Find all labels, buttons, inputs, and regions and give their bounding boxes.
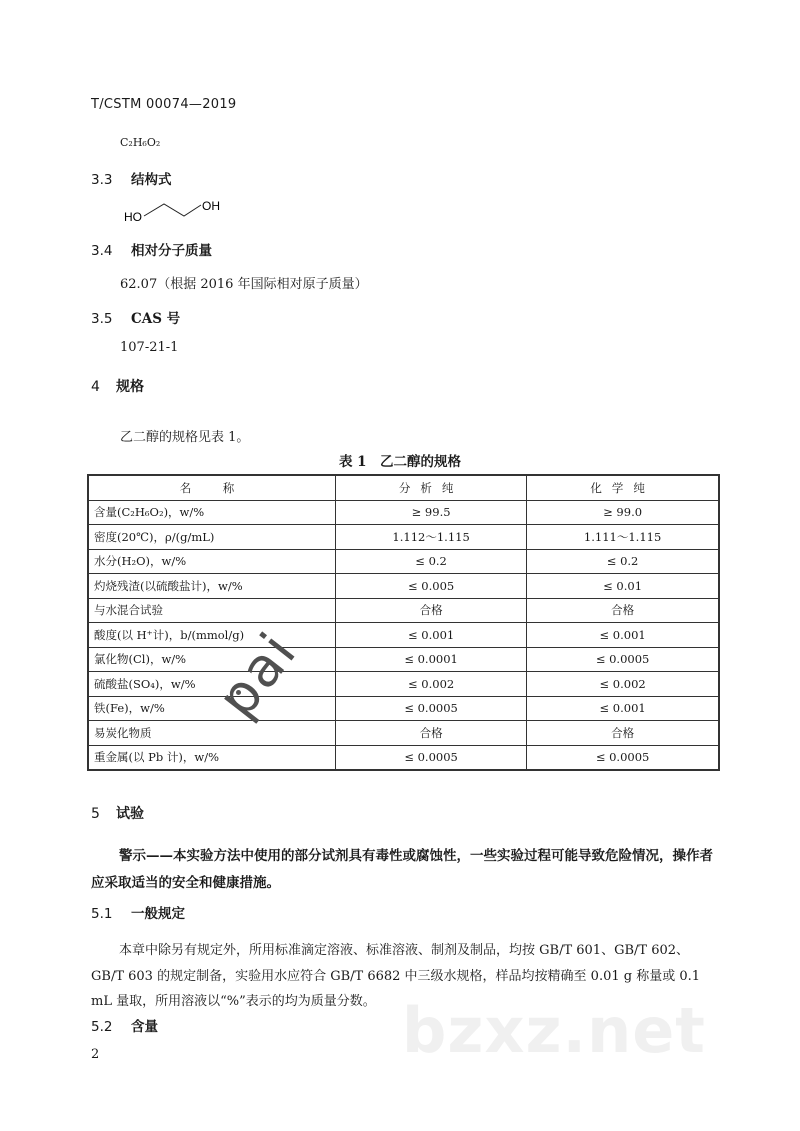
item-name: 密度(20℃)，ρ/(g/mL) xyxy=(88,525,336,550)
chapter-number: 4 xyxy=(91,379,100,395)
table-row xyxy=(88,672,719,697)
analytical-value: ≤ 0.005 xyxy=(336,574,527,599)
table-row xyxy=(88,647,719,672)
section-5-1-heading xyxy=(91,902,185,922)
chemical-value: 合格 xyxy=(527,598,719,623)
header-analytical: 分析纯 xyxy=(336,475,527,500)
section-3-3-heading xyxy=(91,168,172,188)
item-name: 易炭化物质 xyxy=(88,721,336,746)
item-name: 酸度(以 H⁺计)，b/(mmol/g) xyxy=(88,623,336,648)
item-name: 铁(Fe)，w/% xyxy=(88,696,336,721)
ho-label: HO xyxy=(124,210,142,224)
item-name: 硫酸盐(SO₄)，w/% xyxy=(88,672,336,697)
chemical-value: ≤ 0.001 xyxy=(527,623,719,648)
chapter-number: 5 xyxy=(91,806,100,822)
document-id: T/CSTM 00074—2019 xyxy=(91,97,237,112)
item-name: 与水混合试验 xyxy=(88,598,336,623)
item-name: 含量(C₂H₆O₂)，w/% xyxy=(88,500,336,525)
table-row xyxy=(88,549,719,574)
item-name: 氯化物(Cl)，w/% xyxy=(88,647,336,672)
item-name: 水分(H₂O)，w/% xyxy=(88,549,336,574)
section-title: 一般规定 xyxy=(131,906,185,922)
analytical-value: ≥ 99.5 xyxy=(336,500,527,525)
analytical-value: ≤ 0.0001 xyxy=(336,647,527,672)
table-row xyxy=(88,598,719,623)
structural-formula-diagram xyxy=(122,196,222,224)
cas-number-text: 107-21-1 xyxy=(120,340,179,355)
analytical-value: 合格 xyxy=(336,598,527,623)
chemical-value: ≤ 0.001 xyxy=(527,696,719,721)
table-row xyxy=(88,525,719,550)
chemical-value: ≤ 0.002 xyxy=(527,672,719,697)
table-row xyxy=(88,696,719,721)
watermark-text: pai xyxy=(205,620,310,729)
section-number: 3.4 xyxy=(91,243,113,259)
table-header-row xyxy=(88,475,719,500)
analytical-value: ≤ 0.2 xyxy=(336,549,527,574)
chapter-5-heading xyxy=(91,803,144,823)
table-row xyxy=(88,574,719,599)
table-title: 表 1 乙二醇的规格 xyxy=(338,454,462,470)
chapter-title: 规格 xyxy=(116,379,144,395)
table-row xyxy=(88,721,719,746)
section-3-4-heading xyxy=(91,239,212,259)
chemical-value: 1.111～1.115 xyxy=(527,525,719,550)
table-row xyxy=(88,623,719,648)
chapter-4-heading xyxy=(91,376,144,396)
item-name: 重金属(以 Pb 计)，w/% xyxy=(88,745,336,770)
section-number: 3.3 xyxy=(91,172,113,188)
analytical-value: 1.112～1.115 xyxy=(336,525,527,550)
analytical-value: ≤ 0.0005 xyxy=(336,696,527,721)
site-watermark: bzxz.net xyxy=(402,994,706,1067)
analytical-value: ≤ 0.002 xyxy=(336,672,527,697)
chemical-value: 合格 xyxy=(527,721,719,746)
header-name: 名 称 xyxy=(88,475,336,500)
chemical-value: ≤ 0.0005 xyxy=(527,647,719,672)
section-number: 5.1 xyxy=(91,906,113,922)
section-5-2-heading xyxy=(91,1015,158,1035)
chemical-value: ≤ 0.2 xyxy=(527,549,719,574)
molecular-mass-text: 62.07（根据 2016 年国际相对原子质量） xyxy=(120,277,368,292)
analytical-value: 合格 xyxy=(336,721,527,746)
item-name: 灼烧残渣(以硫酸盐计)，w/% xyxy=(88,574,336,599)
section-title: 结构式 xyxy=(131,172,172,188)
section-title: 相对分子质量 xyxy=(131,243,212,259)
section-3-5-heading xyxy=(91,307,180,327)
section-number: 5.2 xyxy=(91,1019,113,1035)
analytical-value: ≤ 0.001 xyxy=(336,623,527,648)
section-title: CAS 号 xyxy=(131,311,181,327)
table-row xyxy=(88,745,719,770)
section-number: 3.5 xyxy=(91,311,113,327)
oh-label: OH xyxy=(202,199,220,213)
section-title: 含量 xyxy=(131,1019,158,1035)
chapter-4-text: 乙二醇的规格见表 1。 xyxy=(120,430,250,445)
chemical-value: ≤ 0.01 xyxy=(527,574,719,599)
table-row xyxy=(88,500,719,525)
chemical-value: ≥ 99.0 xyxy=(527,500,719,525)
molecular-formula: C₂H₆O₂ xyxy=(120,136,161,149)
spec-table xyxy=(87,474,720,771)
safety-warning: 警示——本实验方法中使用的部分试剂具有毒性或腐蚀性，一些实验过程可能导致危险情况，操作者应采取适当的安全和健康措施。 xyxy=(91,848,713,891)
chemical-value: ≤ 0.0005 xyxy=(527,745,719,770)
analytical-value: ≤ 0.0005 xyxy=(336,745,527,770)
header-chemical: 化学纯 xyxy=(527,475,719,500)
chapter-title: 试验 xyxy=(116,806,144,822)
general-provisions-text: 本章中除另有规定外，所用标准滴定溶液、标准溶液、制剂及制品，均按 GB/T 601、GB/T 602、GB/T 603 的规定制备，实验用水应符合 GB/T 6682 中三级水规格，样品均按精确至 0.01 g 称量或 0.1 mL 量取，所用溶液以“%”表示的均为质量分数。 xyxy=(91,943,701,1009)
page-number: 2 xyxy=(91,1047,100,1062)
